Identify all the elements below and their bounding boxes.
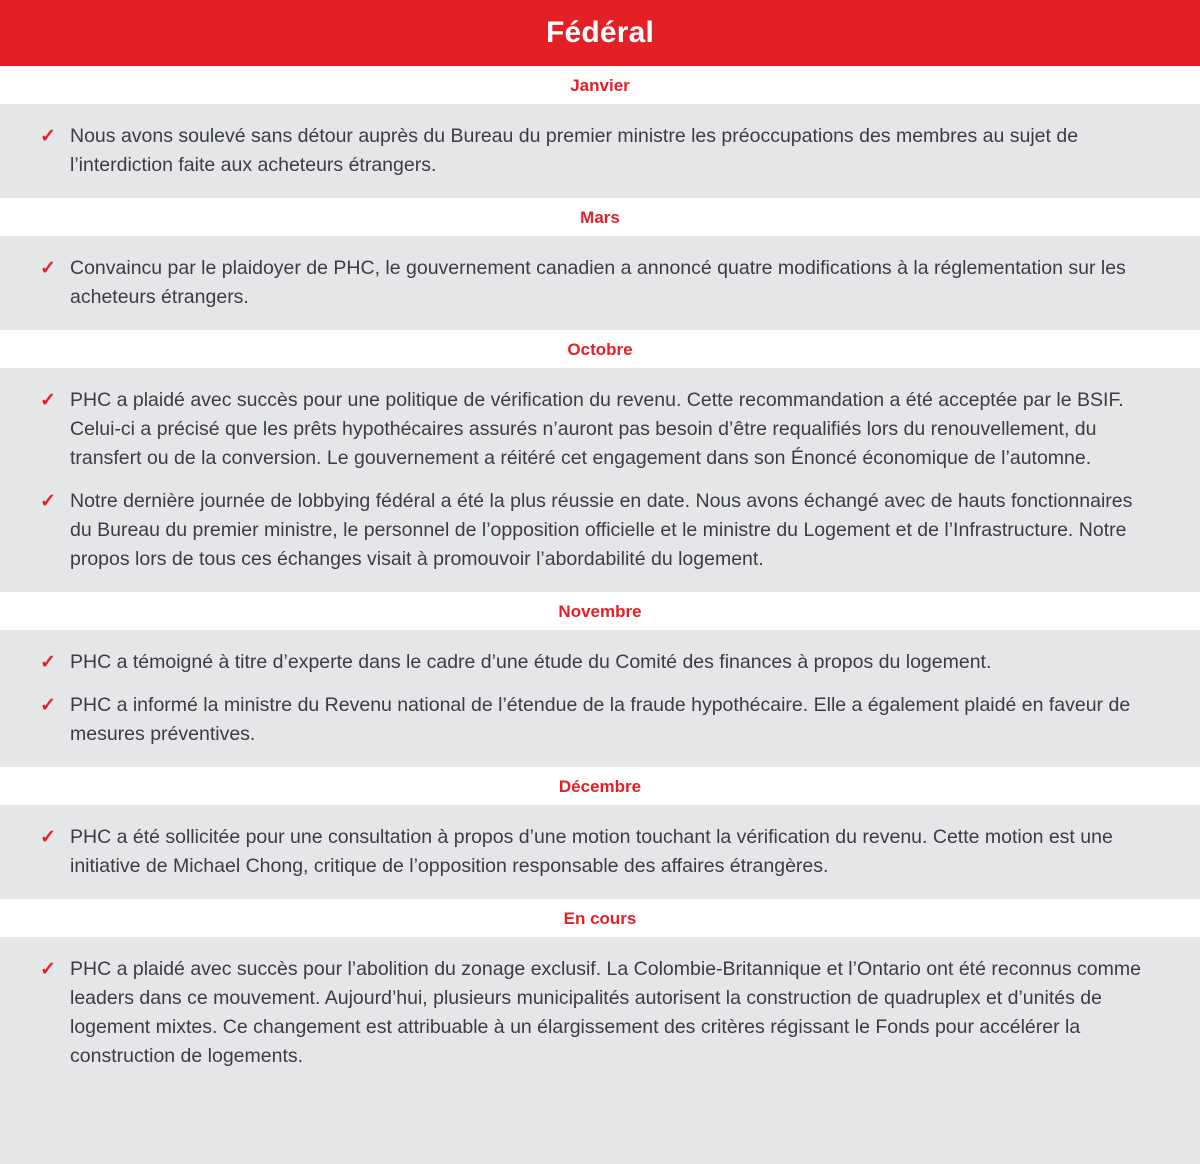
list-item-text: Notre dernière journée de lobbying fédéral a été la plus réussie en date. Nous avons échangé avec de hauts fonctionnaires du Bureau du premier ministre, le personnel de l’opposition officielle et le ministre du Logement et de l’Infrastructure. Notre propos lors de tous ces échanges visait à promouvoir l’abordabilité du logement. xyxy=(70,490,1133,570)
list-item xyxy=(0,823,1148,881)
list-item-text: PHC a informé la ministre du Revenu national de l’étendue de la fraude hypothécaire. Elle a également plaidé en faveur de mesures préventives. xyxy=(70,694,1131,745)
page-title-banner xyxy=(0,0,1200,66)
list-item xyxy=(0,122,1148,180)
list-item xyxy=(0,487,1148,574)
check-icon: ✓ xyxy=(40,827,56,848)
list-item-text: Nous avons soulevé sans détour auprès du Bureau du premier ministre les préoccupations des membres au sujet de l’interdiction faite aux acheteurs étrangers. xyxy=(70,125,1079,176)
month-content-block xyxy=(0,368,1200,592)
month-heading-band xyxy=(0,592,1200,630)
list-item-text: PHC a plaidé avec succès pour l’abolition du zonage exclusif. La Colombie-Britannique et l’Ontario ont été reconnus comme leaders dans ce mouvement. Aujourd’hui, plusieurs municipalités autorisent la construction de quadruplex et d’unités de logement mixtes. Ce changement est attribuable à un élargissement des critères régissant le Fonds pour accélérer la construction de logements. xyxy=(70,958,1141,1067)
month-heading: En cours xyxy=(563,908,637,928)
page-title: Fédéral xyxy=(545,16,655,49)
month-content-block xyxy=(0,805,1200,899)
check-icon: ✓ xyxy=(40,258,56,279)
month-heading-band xyxy=(0,66,1200,104)
list-item-text: PHC a été sollicitée pour une consultation à propos d’une motion touchant la vérification du revenu. Cette motion est une initiative de Michael Chong, critique de l’opposition responsable des affaires étrangères. xyxy=(70,826,1113,877)
list-item-text: PHC a témoigné à titre d’experte dans le cadre d’une étude du Comité des finances à propos du logement. xyxy=(70,651,992,673)
list-item-text: PHC a plaidé avec succès pour une politique de vérification du revenu. Cette recommandation a été acceptée par le BSIF. Celui-ci a précisé que les prêts hypothécaires assurés n’auront pas besoin d’être requalifiés lors du renouvellement, du transfert ou de la conversion. Le gouvernement a réitéré cet engagement dans son Énoncé économique de l’automne. xyxy=(70,389,1124,469)
check-icon: ✓ xyxy=(40,695,56,716)
month-heading: Novembre xyxy=(558,601,642,621)
list-item xyxy=(0,955,1148,1071)
list-item xyxy=(0,691,1148,749)
month-content-block xyxy=(0,630,1200,767)
check-icon: ✓ xyxy=(40,491,56,512)
list-item xyxy=(0,386,1148,473)
month-heading: Janvier xyxy=(570,75,630,95)
month-content-block xyxy=(0,236,1200,330)
month-heading: Mars xyxy=(580,207,620,227)
list-item xyxy=(0,254,1148,312)
month-content-block xyxy=(0,104,1200,198)
month-heading-band xyxy=(0,330,1200,368)
month-heading-band xyxy=(0,767,1200,805)
list-item-text: Convaincu par le plaidoyer de PHC, le gouvernement canadien a annoncé quatre modifications à la réglementation sur les acheteurs étrangers. xyxy=(70,257,1126,308)
month-heading: Octobre xyxy=(567,339,633,359)
month-heading: Décembre xyxy=(558,776,642,796)
month-content-block xyxy=(0,937,1200,1089)
check-icon: ✓ xyxy=(40,652,56,673)
check-icon: ✓ xyxy=(40,126,56,147)
check-icon: ✓ xyxy=(40,390,56,411)
sections-container xyxy=(0,66,1200,1089)
check-icon: ✓ xyxy=(40,959,56,980)
list-item xyxy=(0,648,1148,677)
month-heading-band xyxy=(0,198,1200,236)
month-heading-band xyxy=(0,899,1200,937)
